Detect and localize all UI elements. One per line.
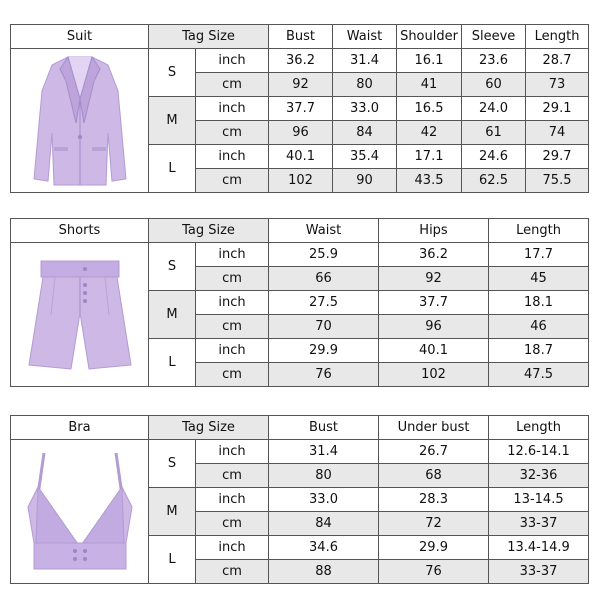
bra-header-row: [11, 416, 589, 440]
bra-col-bust: Bust: [269, 416, 379, 440]
cell: 60: [462, 73, 526, 97]
shorts-header-row: [11, 219, 589, 243]
cell: 80: [333, 73, 397, 97]
cell: 24.0: [462, 97, 526, 121]
cell: 29.7: [526, 145, 589, 169]
suit-tag-size-header: Tag Size: [149, 25, 269, 49]
table-row: [11, 440, 589, 464]
cell: 13-14.5: [489, 488, 589, 512]
cell: 72: [379, 512, 489, 536]
cell: 88: [269, 560, 379, 584]
shorts-icon: [25, 255, 135, 375]
unit-label: cm: [196, 121, 269, 145]
bra-title: Bra: [11, 416, 149, 440]
cell: 17.7: [489, 243, 589, 267]
cell: 62.5: [462, 169, 526, 193]
suit-header-row: [11, 25, 589, 49]
bra-tag-size-header: Tag Size: [149, 416, 269, 440]
suit-col-shoulder: Shoulder: [397, 25, 462, 49]
cell: 18.1: [489, 291, 589, 315]
shorts-col-hips: Hips: [379, 219, 489, 243]
shorts-size-table: [10, 218, 589, 387]
unit-label: cm: [196, 267, 269, 291]
cell: 75.5: [526, 169, 589, 193]
suit-size-s: S: [149, 49, 196, 97]
cell: 34.6: [269, 536, 379, 560]
cell: 40.1: [379, 339, 489, 363]
unit-label: inch: [196, 243, 269, 267]
cell: 41: [397, 73, 462, 97]
unit-label: inch: [196, 49, 269, 73]
cell: 73: [526, 73, 589, 97]
cell: 36.2: [379, 243, 489, 267]
cell: 76: [269, 363, 379, 387]
bra-image-cell: [11, 440, 149, 584]
cell: 31.4: [269, 440, 379, 464]
bra-size-m: M: [149, 488, 196, 536]
unit-label: cm: [196, 169, 269, 193]
unit-label: inch: [196, 536, 269, 560]
cell: 84: [333, 121, 397, 145]
cell: 33.0: [269, 488, 379, 512]
cell: 33.0: [333, 97, 397, 121]
cell: 25.9: [269, 243, 379, 267]
suit-col-waist: Waist: [333, 25, 397, 49]
cell: 37.7: [269, 97, 333, 121]
cell: 42: [397, 121, 462, 145]
bra-col-length: Length: [489, 416, 589, 440]
cell: 12.6-14.1: [489, 440, 589, 464]
unit-label: cm: [196, 73, 269, 97]
cell: 29.9: [379, 536, 489, 560]
unit-label: cm: [196, 363, 269, 387]
cell: 13.4-14.9: [489, 536, 589, 560]
cell: 90: [333, 169, 397, 193]
suit-image-cell: [11, 49, 149, 193]
suit-col-length: Length: [526, 25, 589, 49]
cell: 35.4: [333, 145, 397, 169]
shorts-size-s: S: [149, 243, 196, 291]
unit-label: inch: [196, 440, 269, 464]
cell: 33-37: [489, 512, 589, 536]
cell: 28.3: [379, 488, 489, 512]
cell: 27.5: [269, 291, 379, 315]
cell: 29.9: [269, 339, 379, 363]
cell: 33-37: [489, 560, 589, 584]
cell: 40.1: [269, 145, 333, 169]
unit-label: inch: [196, 97, 269, 121]
shorts-col-length: Length: [489, 219, 589, 243]
cell: 29.1: [526, 97, 589, 121]
cell: 66: [269, 267, 379, 291]
cell: 102: [269, 169, 333, 193]
unit-label: cm: [196, 512, 269, 536]
cell: 28.7: [526, 49, 589, 73]
suit-size-m: M: [149, 97, 196, 145]
cell: 23.6: [462, 49, 526, 73]
shorts-col-waist: Waist: [269, 219, 379, 243]
bra-size-table: [10, 415, 589, 584]
unit-label: cm: [196, 464, 269, 488]
cell: 24.6: [462, 145, 526, 169]
cell: 61: [462, 121, 526, 145]
cell: 68: [379, 464, 489, 488]
cell: 16.5: [397, 97, 462, 121]
cell: 102: [379, 363, 489, 387]
cell: 96: [379, 315, 489, 339]
suit-col-sleeve: Sleeve: [462, 25, 526, 49]
cell: 74: [526, 121, 589, 145]
shorts-size-m: M: [149, 291, 196, 339]
unit-label: inch: [196, 488, 269, 512]
shorts-image-cell: [11, 243, 149, 387]
cell: 36.2: [269, 49, 333, 73]
shorts-tag-size-header: Tag Size: [149, 219, 269, 243]
cell: 92: [379, 267, 489, 291]
unit-label: inch: [196, 145, 269, 169]
suit-title: Suit: [11, 25, 149, 49]
cell: 96: [269, 121, 333, 145]
bra-size-s: S: [149, 440, 196, 488]
cell: 76: [379, 560, 489, 584]
cell: 26.7: [379, 440, 489, 464]
suit-col-bust: Bust: [269, 25, 333, 49]
cell: 80: [269, 464, 379, 488]
cell: 37.7: [379, 291, 489, 315]
cell: 92: [269, 73, 333, 97]
cell: 31.4: [333, 49, 397, 73]
table-row: [11, 243, 589, 267]
shorts-title: Shorts: [11, 219, 149, 243]
cell: 47.5: [489, 363, 589, 387]
cell: 70: [269, 315, 379, 339]
cell: 46: [489, 315, 589, 339]
cell: 18.7: [489, 339, 589, 363]
cell: 16.1: [397, 49, 462, 73]
bra-size-l: L: [149, 536, 196, 584]
suit-size-l: L: [149, 145, 196, 193]
table-row: [11, 49, 589, 73]
cell: 17.1: [397, 145, 462, 169]
unit-label: cm: [196, 315, 269, 339]
unit-label: inch: [196, 339, 269, 363]
suit-size-table: [10, 24, 589, 193]
cell: 45: [489, 267, 589, 291]
unit-label: inch: [196, 291, 269, 315]
shorts-size-l: L: [149, 339, 196, 387]
cell: 84: [269, 512, 379, 536]
bra-col-under-bust: Under bust: [379, 416, 489, 440]
bra-top-icon: [22, 447, 138, 577]
unit-label: cm: [196, 560, 269, 584]
blazer-icon: [30, 51, 130, 191]
cell: 43.5: [397, 169, 462, 193]
cell: 32-36: [489, 464, 589, 488]
